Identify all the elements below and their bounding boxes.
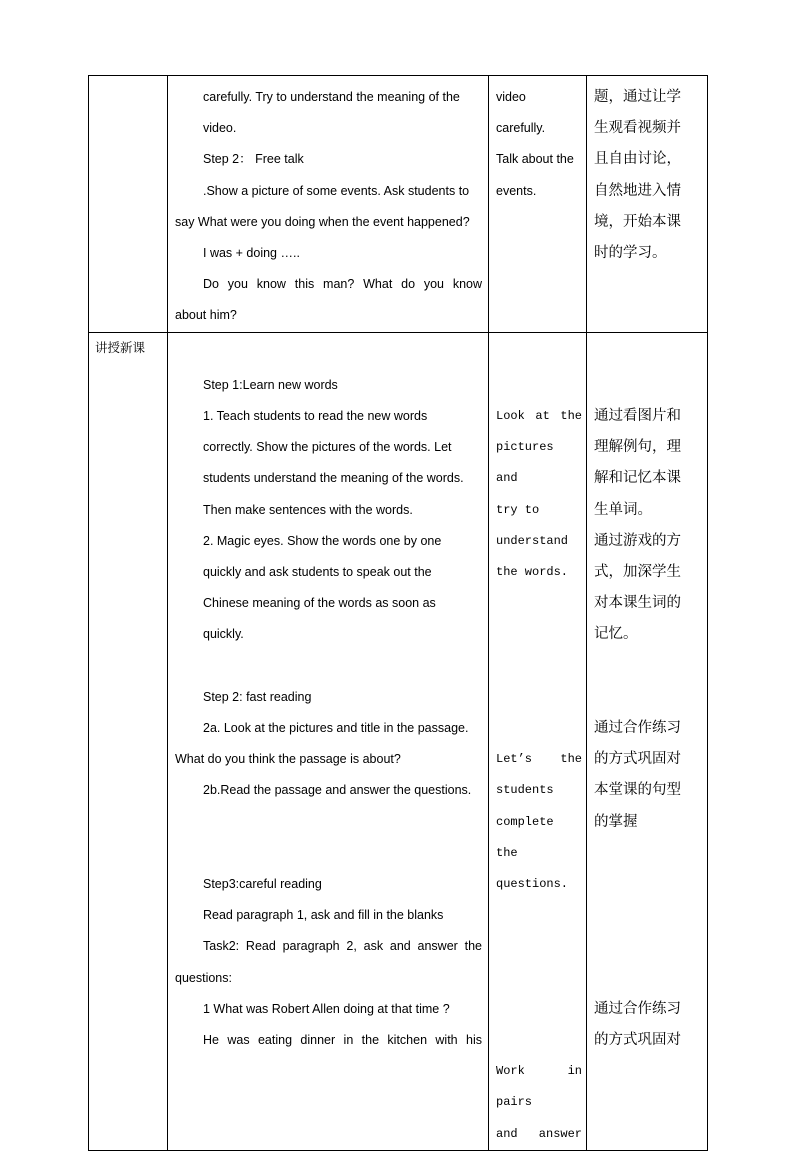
activity-line: [489, 963, 586, 994]
procedure-line: [168, 339, 488, 370]
activity-line: the words.: [496, 565, 569, 580]
procedure-line: say What were you doing when the event happened?: [175, 214, 470, 229]
purpose-line: 境，开始本课: [594, 213, 681, 230]
activity-line: [489, 619, 586, 650]
procedure-line: 1. Teach students to read the new words: [203, 409, 428, 424]
purpose-line: 式，加深学生: [594, 564, 681, 581]
purpose-line: 通过看图片和: [594, 408, 681, 424]
activity-line: Talk about the: [496, 152, 574, 167]
table-row: [89, 332, 708, 1150]
purpose-line: 本堂课的句型: [594, 782, 681, 799]
purpose-line: 理解例句，理: [594, 439, 681, 456]
purpose-line: [587, 339, 707, 370]
procedure-line: Chinese meaning of the words as soon as: [203, 596, 436, 611]
purpose-line: 且自由讨论，: [594, 151, 681, 168]
procedure-line: students understand the meaning of the words.: [203, 471, 464, 486]
procedure-line: about him?: [175, 308, 237, 323]
purpose-line: 通过合作练习: [594, 1000, 681, 1017]
activity-line: carefully.: [496, 121, 546, 136]
activity-line: events.: [496, 183, 537, 198]
stage-cell: [89, 76, 168, 333]
procedure-line: [168, 838, 488, 869]
purpose-cell: [587, 332, 708, 1150]
procedure-line: 2b.Read the passage and answer the questions.: [203, 783, 472, 798]
procedure-line: Read paragraph 1, ask and fill in the blanks: [203, 908, 444, 923]
procedure-line: [168, 651, 488, 682]
activity-cell: [489, 332, 587, 1150]
procedure-cell: [168, 76, 489, 333]
purpose-cell: [587, 76, 708, 333]
procedure-line: Do you know this man? What do you know: [203, 277, 482, 292]
procedure-line: [168, 807, 488, 838]
activity-line: try to: [496, 502, 540, 517]
activity-line: [489, 994, 586, 1025]
purpose-line: 通过合作练习: [594, 720, 681, 736]
purpose-line: 的方式巩固对: [594, 1031, 681, 1048]
activity-line: complete the: [496, 814, 554, 860]
activity-line: [489, 370, 586, 401]
purpose-line: [587, 900, 707, 931]
activity-line: Look at the: [496, 409, 582, 423]
procedure-line: Then make sentences with the words.: [203, 502, 413, 517]
purpose-line: [587, 931, 707, 962]
procedure-line: video.: [203, 121, 237, 136]
stage-cell: [89, 332, 168, 1150]
procedure-line: 2a. Look at the pictures and title in the passage.: [203, 721, 469, 736]
purpose-line: 时的学习。: [594, 245, 667, 262]
purpose-line: 通过游戏的方: [594, 532, 681, 549]
activity-line: understand: [496, 533, 569, 548]
purpose-line: 对本课生词的: [594, 595, 681, 612]
activity-line: [489, 1025, 586, 1056]
purpose-line: 的方式巩固对: [594, 751, 681, 768]
purpose-line: [587, 651, 707, 682]
purpose-line: [587, 869, 707, 900]
procedure-line: Step 2： Free talk: [203, 152, 304, 167]
purpose-line: 生单词。: [594, 501, 652, 518]
purpose-line: [587, 370, 707, 401]
activity-line: [489, 339, 586, 370]
table-row: [89, 76, 708, 333]
purpose-line: [587, 963, 707, 994]
activity-line: [489, 682, 586, 713]
activity-line: and answer: [496, 1126, 582, 1141]
activity-line: video: [496, 90, 526, 104]
activity-line: pictures and: [496, 440, 554, 486]
procedure-line: Step3:careful reading: [203, 877, 322, 892]
activity-line: Work in pairs: [496, 1064, 582, 1110]
activity-line: Let’s the: [496, 752, 582, 767]
procedure-line: quickly.: [203, 627, 244, 642]
purpose-line: [587, 838, 707, 869]
activity-line: [489, 900, 586, 931]
purpose-line: 生观看视频并: [594, 120, 681, 137]
procedure-line: 1 What was Robert Allen doing at that time ?: [203, 1001, 450, 1016]
procedure-cell: [168, 332, 489, 1150]
purpose-line: 自然地进入情: [594, 182, 681, 199]
lesson-plan-table: [88, 75, 708, 1151]
procedure-line: He was eating dinner in the kitchen with his: [203, 1033, 482, 1048]
procedure-line: questions:: [175, 970, 232, 985]
purpose-line: 的掌握: [594, 813, 638, 830]
purpose-line: 解和记忆本课: [594, 470, 681, 487]
purpose-line: 题，通过让学: [594, 89, 681, 105]
activity-line: questions.: [496, 876, 569, 891]
procedure-line: correctly. Show the pictures of the words. Let: [203, 440, 452, 455]
activity-cell: [489, 76, 587, 333]
procedure-line: Step 2: fast reading: [203, 689, 312, 704]
stage-label: 讲授新课: [95, 339, 146, 355]
activity-line: [489, 651, 586, 682]
procedure-line: carefully. Try to understand the meaning of the: [203, 90, 460, 104]
purpose-line: 记忆。: [594, 626, 638, 643]
procedure-line: quickly and ask students to speak out the: [203, 565, 432, 580]
activity-line: [489, 713, 586, 744]
procedure-line: I was + doing …..: [203, 246, 300, 261]
procedure-line: Task2: Read paragraph 2, ask and answer the: [203, 939, 482, 954]
activity-line: students: [496, 783, 554, 798]
procedure-line: What do you think the passage is about?: [175, 752, 401, 767]
procedure-line: Step 1:Learn new words: [203, 377, 338, 392]
activity-line: [489, 931, 586, 962]
purpose-line: [587, 682, 707, 713]
activity-line: [489, 588, 586, 619]
procedure-line: 2. Magic eyes. Show the words one by one: [203, 533, 442, 548]
procedure-line: .Show a picture of some events. Ask students to: [203, 183, 470, 198]
